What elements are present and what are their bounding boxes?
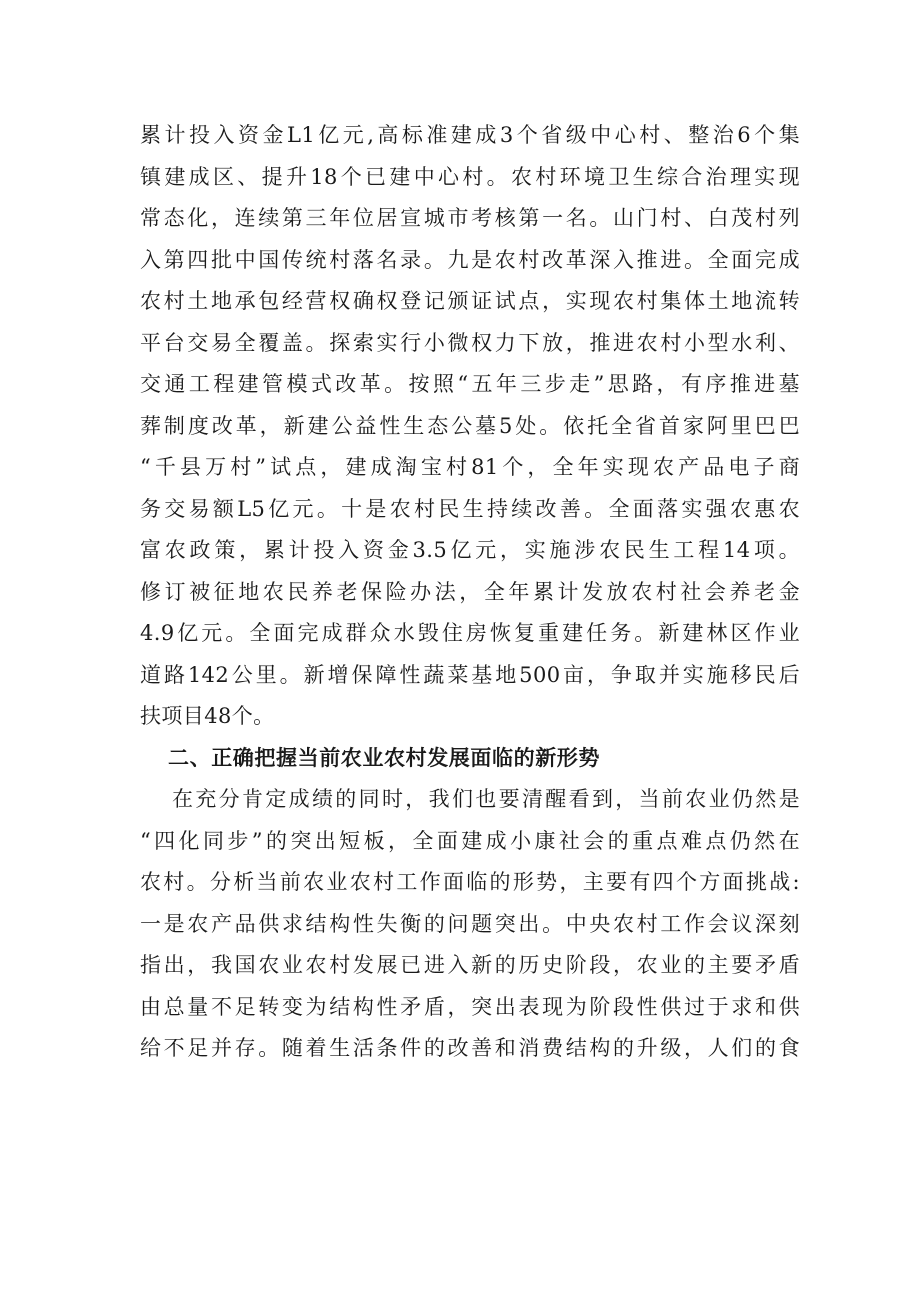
text-line: 4.9亿元。全面完成群众水毁住房恢复重建任务。新建林区作业: [140, 621, 800, 645]
text-line: 指出，我国农业农村发展已进入新的历史阶段，农业的主要矛盾: [140, 953, 800, 977]
text-line: 扶项目48个。: [140, 704, 275, 728]
text-line: “四化同步”的突出短板，全面建成小康社会的重点难点仍然在: [140, 828, 800, 853]
text-line: 平台交易全覆盖。探索实行小微权力下放，推进农村小型水利、: [140, 330, 800, 355]
text-line: 一是农产品供求结构性失衡的问题突出。中央农村工作会议深刻: [140, 911, 800, 936]
text-line: 务交易额L5亿元。十是农村民生持续改善。全面落实强农惠农: [140, 496, 800, 521]
document-body: [140, 115, 800, 1070]
text-line: 农村。分析当前农业农村工作面临的形势，主要有四个方面挑战:: [140, 870, 800, 894]
section-heading: 二、正确把握当前农业农村发展面临的新形势: [168, 745, 600, 770]
text-line: 葬制度改革，新建公益性生态公墓5处。依托全省首家阿里巴巴: [140, 413, 800, 438]
text-line: 镇建成区、提升18个已建中心村。农村环境卫生综合治理实现: [140, 164, 800, 189]
text-line: 由总量不足转变为结构性矛盾，突出表现为阶段性供过于求和供: [140, 994, 800, 1019]
text-line: “千县万村”试点，建成淘宝村81个，全年实现农产品电子商: [140, 455, 800, 479]
text-line: 富农政策，累计投入资金3.5亿元，实施涉农民生工程14项。: [140, 538, 800, 562]
text-line: 给不足并存。随着生活条件的改善和消费结构的升级，人们的食: [140, 1036, 800, 1060]
text-line: 农村土地承包经营权确权登记颁证试点，实现农村集体土地流转: [140, 289, 800, 313]
text-line: 常态化，连续第三年位居宣城市考核第一名。山门村、白茂村列: [140, 206, 800, 230]
text-line: 入第四批中国传统村落名录。九是农村改革深入推进。全面完成: [140, 247, 800, 272]
text-line: 修订被征地农民养老保险办法，全年累计发放农村社会养老金: [140, 579, 800, 604]
text-line: 累计投入资金L1亿元,高标准建成3个省级中心村、整治6个集: [140, 123, 800, 147]
text-line: 道路142公里。新增保障性蔬菜基地500亩，争取并实施移民后: [140, 662, 800, 687]
text-line: 交通工程建管模式改革。按照“五年三步走”思路，有序推进墓: [140, 372, 800, 396]
paragraph-first-line: 在充分肯定成绩的同时，我们也要清醒看到，当前农业仍然是: [172, 787, 800, 811]
